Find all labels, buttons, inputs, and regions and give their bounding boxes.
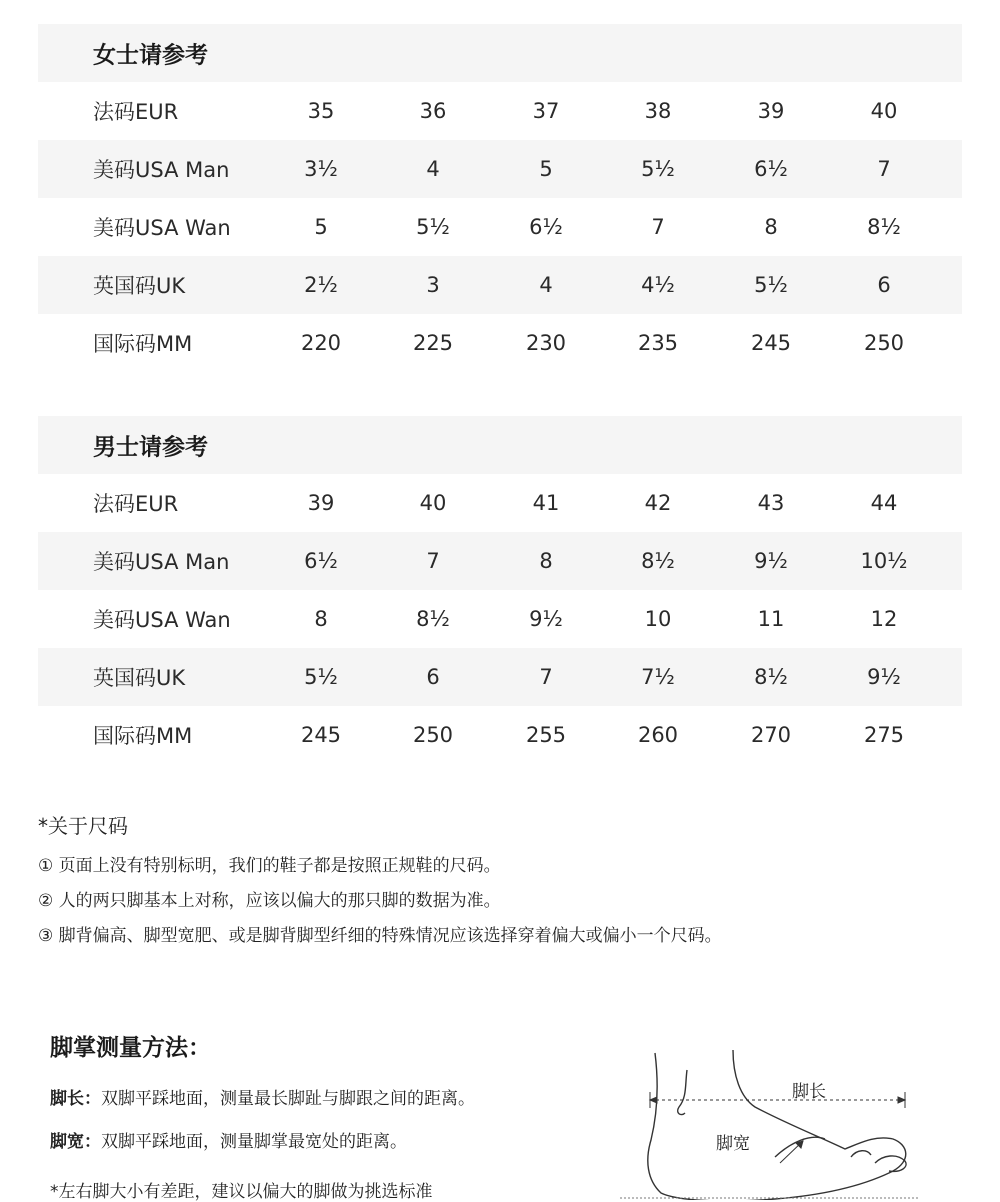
table-cell: 255	[525, 723, 567, 747]
table-cell: 8	[764, 215, 778, 239]
table-cell: 8	[539, 549, 553, 573]
table-cell: 5½	[754, 273, 788, 297]
table-cell: 5½	[304, 665, 338, 689]
table-cell: 37	[532, 99, 560, 123]
table-cell: 38	[644, 99, 672, 123]
table-cell: 7½	[641, 665, 675, 689]
women-size-table	[38, 24, 962, 372]
table-cell: 43	[757, 491, 785, 515]
table-cell: 11	[757, 607, 785, 631]
table-row	[38, 82, 962, 140]
length-instruction	[50, 1084, 475, 1109]
width-instruction	[50, 1127, 407, 1152]
table-row	[38, 140, 962, 198]
men-size-table	[38, 416, 962, 764]
table-cell: 3	[426, 273, 440, 297]
table-cell: 42	[644, 491, 672, 515]
foot-outline-icon	[648, 1050, 906, 1200]
table-cell: 41	[532, 491, 560, 515]
table-cell: 7	[651, 215, 665, 239]
women-table-header	[38, 24, 962, 82]
table-cell: 6	[426, 665, 440, 689]
table-cell: 35	[307, 99, 335, 123]
table-cell: 7	[539, 665, 553, 689]
table-cell: 8½	[867, 215, 901, 239]
note-item: ③ 脚背偏高、脚型宽肥、或是脚背脚型纤细的特殊情况应该选择穿着偏大或偏小一个尺码。	[38, 926, 722, 946]
measurement-method	[50, 1028, 475, 1202]
table-cell: 220	[300, 331, 342, 355]
row-label: 国际码MM	[93, 724, 193, 748]
measure-footnote: *左右脚大小有差距，建议以偏大的脚做为挑选标准	[50, 1182, 433, 1202]
table-cell: 5½	[641, 157, 675, 181]
table-cell: 270	[750, 723, 792, 747]
table-cell: 10	[644, 607, 672, 631]
table-cell: 5½	[416, 215, 450, 239]
table-cell: 3½	[304, 157, 338, 181]
note-item: ② 人的两只脚基本上对称，应该以偏大的那只脚的数据为准。	[38, 891, 501, 911]
size-notes	[38, 810, 722, 954]
table-cell: 40	[419, 491, 447, 515]
table-row	[38, 590, 962, 648]
table-cell: 9½	[754, 549, 788, 573]
table-cell: 36	[419, 99, 447, 123]
women-table-title: 女士请参考	[93, 42, 208, 69]
table-row	[38, 474, 962, 532]
foot-diagram	[615, 1045, 925, 1200]
row-label: 美码USA Wan	[93, 216, 231, 240]
table-cell: 6½	[754, 157, 788, 181]
table-cell: 250	[863, 331, 905, 355]
table-cell: 7	[426, 549, 440, 573]
table-cell: 2½	[304, 273, 338, 297]
length-measure-line	[650, 1092, 905, 1108]
notes-title: *关于尺码	[38, 814, 128, 838]
diagram-width-label: 脚宽	[716, 1134, 750, 1154]
table-cell: 5	[314, 215, 328, 239]
table-cell: 40	[870, 99, 898, 123]
measure-title: 脚掌测量方法：	[50, 1035, 211, 1061]
table-cell: 6	[877, 273, 891, 297]
row-label: 法码EUR	[93, 100, 179, 124]
table-cell: 225	[412, 331, 454, 355]
row-label: 美码USA Man	[93, 550, 230, 574]
width-text: 双脚平踩地面，测量脚掌最宽处的距离。	[101, 1132, 407, 1152]
table-cell: 250	[412, 723, 454, 747]
table-cell: 4	[426, 157, 440, 181]
table-row	[38, 706, 962, 764]
width-label: 脚宽：	[50, 1132, 101, 1152]
table-cell: 230	[525, 331, 567, 355]
diagram-length-label: 脚长	[792, 1082, 826, 1102]
row-label: 英国码UK	[93, 666, 186, 690]
table-row	[38, 532, 962, 590]
row-label: 美码USA Wan	[93, 608, 231, 632]
table-cell: 39	[307, 491, 335, 515]
table-cell: 6½	[304, 549, 338, 573]
table-cell: 245	[750, 331, 792, 355]
length-text: 双脚平踩地面，测量最长脚趾与脚跟之间的距离。	[101, 1089, 475, 1109]
table-cell: 9½	[867, 665, 901, 689]
table-row	[38, 648, 962, 706]
row-label: 英国码UK	[93, 274, 186, 298]
length-label: 脚长：	[50, 1089, 101, 1109]
table-cell: 8½	[416, 607, 450, 631]
table-row	[38, 198, 962, 256]
table-cell: 4½	[641, 273, 675, 297]
men-table-header	[38, 416, 962, 474]
table-cell: 260	[637, 723, 679, 747]
row-label: 美码USA Man	[93, 158, 230, 182]
table-cell: 12	[870, 607, 898, 631]
row-label: 国际码MM	[93, 332, 193, 356]
table-cell: 10½	[860, 549, 908, 573]
table-cell: 39	[757, 99, 785, 123]
table-cell: 9½	[529, 607, 563, 631]
table-cell: 275	[863, 723, 905, 747]
table-cell: 6½	[529, 215, 563, 239]
table-row	[38, 314, 962, 372]
men-table-title: 男士请参考	[93, 434, 208, 461]
table-row	[38, 256, 962, 314]
row-label: 法码EUR	[93, 492, 179, 516]
table-cell: 235	[637, 331, 679, 355]
table-cell: 7	[877, 157, 891, 181]
table-cell: 8½	[641, 549, 675, 573]
note-item: ① 页面上没有特别标明，我们的鞋子都是按照正规鞋的尺码。	[38, 856, 501, 876]
table-cell: 8½	[754, 665, 788, 689]
table-cell: 44	[870, 491, 898, 515]
table-cell: 245	[300, 723, 342, 747]
table-cell: 4	[539, 273, 553, 297]
table-cell: 8	[314, 607, 328, 631]
table-cell: 5	[539, 157, 553, 181]
